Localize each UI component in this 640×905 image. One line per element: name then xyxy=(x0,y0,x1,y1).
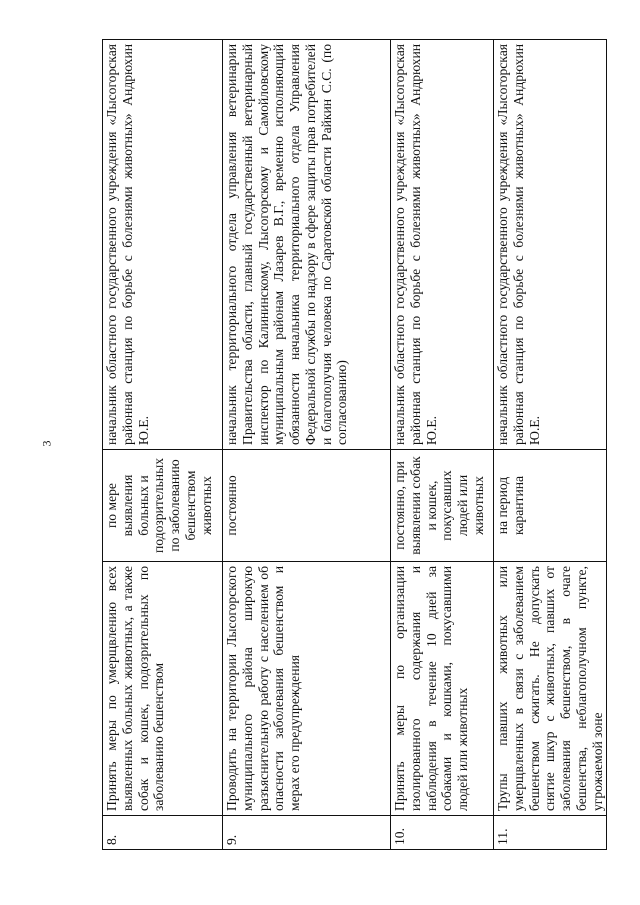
measure-cell: Проводить на территории Лысогорского муниципального района широкую разъяснительную работу с населением об опасности заболевания бешенством и мерах его предупреждения xyxy=(223,562,391,816)
term-cell: постоянно xyxy=(223,450,391,562)
responsible-cell: начальник областного государственного учреждения «Лысогорская районная станция по борьбе с болезнями животных» Андрюхин Ю.Е. xyxy=(391,40,494,450)
measure-cell: Принять меры по умерщвлению всех выявленных больных животных, а также собак и кошек, подозрительных по заболеванию бешенством xyxy=(103,562,223,816)
measures-table xyxy=(102,39,607,850)
table-row xyxy=(494,40,607,850)
row-number: 8. xyxy=(103,816,223,850)
term-cell: по мере выявления больных и подозрительных по заболеванию бешенством животных xyxy=(103,450,223,562)
term-cell: постоянно, при выявлении собак и кошек, покусавших людей или животных xyxy=(391,450,494,562)
table-row xyxy=(223,40,391,850)
term-cell: на период карантина xyxy=(494,450,607,562)
responsible-cell: начальник территориального отдела управления ветеринарии Правительства области, главный государственный ветеринарный инспектор по Калининскому, Лысогорскому и Самойловскому муниципальным районам Лазарев В.Г., временно исполняющий обязанности начальника территориального отдела Управления Федеральной службы по надзору в сфере защиты прав потребителей и благополучия человека по Саратовской области Райкин С.С. (по согласованию) xyxy=(223,40,391,450)
page-number: 3 xyxy=(39,440,54,447)
row-number: 10. xyxy=(391,816,494,850)
measure-cell: Принять меры по организации изолированного содержания и наблюдения в течение 10 дней за собаками и кошками, покусавшими людей или животных xyxy=(391,562,494,816)
row-number: 9. xyxy=(223,816,391,850)
responsible-cell: начальник областного государственного учреждения «Лысогорская районная станция по борьбе с болезнями животных» Андрюхин Ю.Е. xyxy=(103,40,223,450)
row-number: 11. xyxy=(494,816,607,850)
responsible-cell: начальник областного государственного учреждения «Лысогорская районная станция по борьбе с болезнями животных» Андрюхин Ю.Е. xyxy=(494,40,607,450)
rotated-table-wrapper xyxy=(102,40,605,850)
table-row xyxy=(103,40,223,850)
measure-cell: Трупы павших животных или умерщвленных в связи с заболеванием бешенством сжигать. Не допускать снятие шкур с животных, павших от заболевания бешенством, в очаге бешенства, неблагополучном пункте, угрожаемой зоне xyxy=(494,562,607,816)
table-row xyxy=(391,40,494,850)
rotated-table-inner xyxy=(102,40,605,850)
